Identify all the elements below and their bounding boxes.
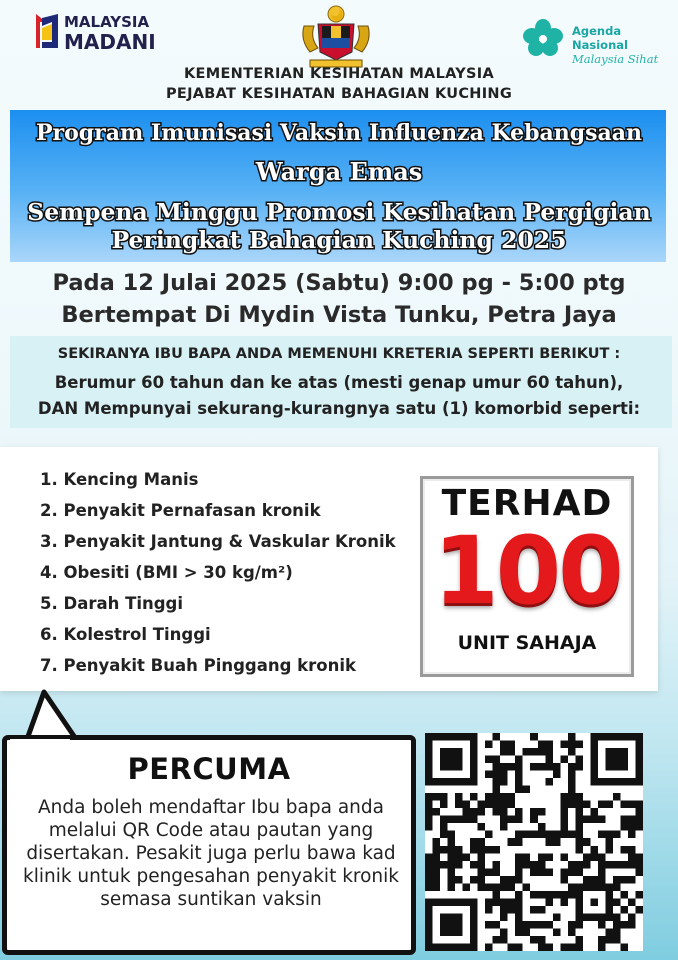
title-line-3: Sempena Minggu Promosi Kesihatan Pergigian bbox=[27, 198, 651, 226]
list-item: 7. Penyakit Buah Pinggang kronik bbox=[40, 656, 356, 675]
office-name: PEJABAT KESIHATAN BAHAGIAN KUCHING bbox=[165, 86, 513, 102]
title-line-2: Warga Emas bbox=[255, 157, 423, 186]
malaysia-madani-logo bbox=[34, 8, 184, 58]
agenda-nasional-logo bbox=[518, 18, 674, 66]
agenda-logo-line1: Agenda Nasional bbox=[572, 24, 628, 52]
title-line-1: Program Imunisasi Vaksin Influenza Kebangsaan bbox=[35, 120, 643, 146]
criteria-comorbid: DAN Mempunyai sekurang-kurangnya satu (1) komorbid seperti: bbox=[37, 399, 641, 418]
coat-of-arms-icon bbox=[296, 4, 376, 70]
bubble-tail-joint bbox=[10, 739, 70, 747]
hibiscus-icon bbox=[518, 18, 568, 58]
criteria-heading: SEKIRANYA IBU BAPA ANDA MEMENUHI KRETERIA SEPERTI BERIKUT : bbox=[57, 346, 621, 362]
list-item: 3. Penyakit Jantung & Vaskular Kronik bbox=[40, 532, 396, 551]
list-item: 4. Obesiti (BMI > 30 kg/m²) bbox=[40, 563, 293, 582]
list-item: 5. Darah Tinggi bbox=[40, 594, 184, 613]
registration-qr-code[interactable] bbox=[425, 733, 643, 951]
madani-mark-icon bbox=[34, 12, 60, 52]
list-item: 2. Penyakit Pernafasan kronik bbox=[40, 501, 321, 520]
list-item: 6. Kolestrol Tinggi bbox=[40, 625, 211, 644]
event-venue: Bertempat Di Mydin Vista Tunku, Petra Jaya bbox=[61, 302, 617, 328]
limit-unit-label: UNIT SAHAJA bbox=[457, 632, 597, 654]
free-title: PERCUMA bbox=[127, 752, 291, 786]
ministry-name: KEMENTERIAN KESIHATAN MALAYSIA bbox=[183, 66, 495, 82]
free-description: Anda boleh mendaftar Ibu bapa anda melalui QR Code atau pautan yang disertakan. Pesakit juga perlu bawa kad klinik untuk pengesahan penyakit kronik semasa suntikan vaksin bbox=[22, 797, 400, 910]
limit-number: 100 bbox=[433, 517, 621, 626]
madani-logo-line1: MALAYSIA bbox=[64, 13, 150, 31]
limit-label: TERHAD bbox=[441, 483, 613, 524]
list-item: 1. Kencing Manis bbox=[40, 470, 199, 489]
event-date: Pada 12 Julai 2025 (Sabtu) 9:00 pg - 5:00 ptg bbox=[52, 270, 626, 296]
criteria-age: Berumur 60 tahun dan ke atas (mesti genap umur 60 tahun), bbox=[54, 373, 624, 392]
conditions-list bbox=[40, 467, 396, 684]
agenda-logo-line2: Malaysia Sihat bbox=[572, 52, 659, 66]
madani-logo-line2: MADANI bbox=[64, 30, 156, 54]
title-line-4: Peringkat Bahagian Kuching 2025 bbox=[111, 226, 567, 254]
